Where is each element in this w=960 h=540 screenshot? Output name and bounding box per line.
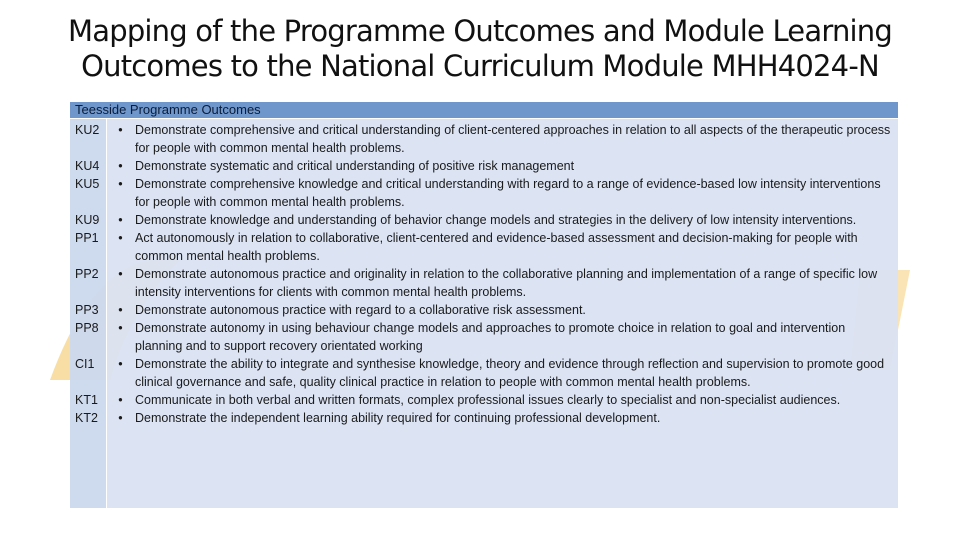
bullet-icon: • xyxy=(118,177,123,191)
table-row xyxy=(70,121,898,157)
outcome-description: Demonstrate systematic and critical understanding of positive risk management xyxy=(135,159,575,173)
outcome-description: Demonstrate comprehensive knowledge and critical understanding with regard to a range of evidence-based low intensity interventions for people with common mental health problems. xyxy=(135,177,881,209)
outcome-description: Demonstrate autonomous practice and originality in relation to the collaborative planning and implementation of a range of specific low intensity interventions for clients with common mental health problems. xyxy=(135,267,878,299)
table-row xyxy=(70,301,898,319)
outcome-code: PP8 xyxy=(75,321,99,335)
outcome-description: Communicate in both verbal and written formats, complex professional issues clearly to specialist and non-specialist audiences. xyxy=(135,393,841,407)
bullet-icon: • xyxy=(118,159,123,173)
outcome-code: KT2 xyxy=(75,411,98,425)
bullet-icon: • xyxy=(118,357,123,371)
table-row xyxy=(70,265,898,301)
bullet-icon: • xyxy=(118,213,123,227)
table-header: Teesside Programme Outcomes xyxy=(70,102,898,119)
outcome-description: Demonstrate autonomous practice with regard to a collaborative risk assessment. xyxy=(135,303,586,317)
outcome-description: Demonstrate comprehensive and critical understanding of client-centered approaches in relation to all aspects of the therapeutic process for people with common mental health problems. xyxy=(135,123,891,155)
table-row xyxy=(70,391,898,409)
outcome-description: Demonstrate the ability to integrate and synthesise knowledge, theory and evidence through reflection and supervision to promote good clinical governance and safe, quality clinical practice in relation to people with common mental health problems. xyxy=(135,357,885,389)
table-row xyxy=(70,319,898,355)
outcome-description: Act autonomously in relation to collaborative, client-centered and evidence-based assessment and decision-making for people with common mental health problems. xyxy=(135,231,858,263)
slide-title-line-1: Mapping of the Programme Outcomes and Module Learning xyxy=(68,14,892,48)
bullet-icon: • xyxy=(118,123,123,137)
bullet-icon: • xyxy=(118,393,123,407)
table-row xyxy=(70,229,898,265)
outcome-code: KU5 xyxy=(75,177,100,191)
outcome-code: CI1 xyxy=(75,357,95,371)
bullet-icon: • xyxy=(118,303,123,317)
slide-title xyxy=(0,14,960,84)
table-row xyxy=(70,175,898,211)
table-row xyxy=(70,211,898,229)
table-body xyxy=(70,119,898,508)
slide-title-line-2: Outcomes to the National Curriculum Module MHH4024-N xyxy=(81,49,879,83)
outcome-rows xyxy=(70,119,898,427)
bullet-icon: • xyxy=(118,267,123,281)
outcome-code: PP1 xyxy=(75,231,99,245)
outcomes-table xyxy=(70,102,898,508)
outcome-code: PP3 xyxy=(75,303,99,317)
bullet-icon: • xyxy=(118,231,123,245)
bullet-icon: • xyxy=(118,411,123,425)
table-row xyxy=(70,355,898,391)
bullet-icon: • xyxy=(118,321,123,335)
outcome-code: KU4 xyxy=(75,159,100,173)
table-row xyxy=(70,409,898,427)
outcome-code: KU2 xyxy=(75,123,100,137)
outcome-description: Demonstrate the independent learning ability required for continuing professional development. xyxy=(135,411,661,425)
outcome-description: Demonstrate autonomy in using behaviour change models and approaches to promote choice in relation to goal and intervention planning and to support recovery orientated working xyxy=(135,321,846,353)
outcome-code: PP2 xyxy=(75,267,99,281)
outcome-description: Demonstrate knowledge and understanding of behavior change models and strategies in the delivery of low intensity interventions. xyxy=(135,213,857,227)
table-row xyxy=(70,157,898,175)
outcome-code: KT1 xyxy=(75,393,98,407)
outcome-code: KU9 xyxy=(75,213,100,227)
